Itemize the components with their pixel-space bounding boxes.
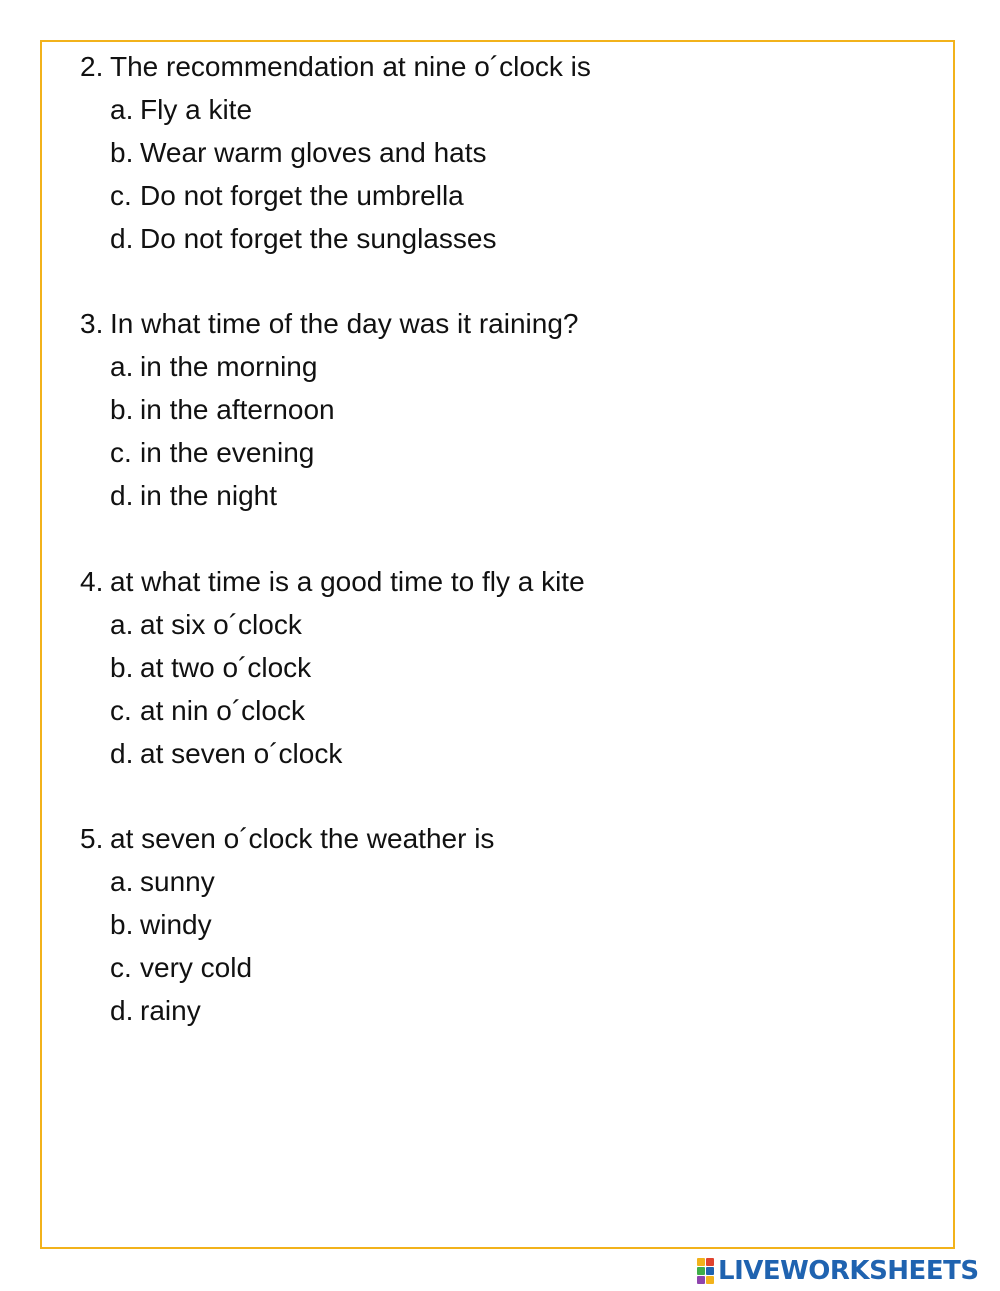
answer-option-d[interactable] [80,989,494,1032]
question-text: The recommendation at nine o´clock is [110,50,591,82]
option-letter: c. [110,951,132,983]
option-text: sunny [140,865,215,897]
liveworksheets-logo [697,1255,979,1287]
option-letter: b. [110,136,134,168]
question-text: at seven o´clock the weather is [110,822,495,854]
question-number: 2. [80,50,104,82]
option-text: in the night [140,479,277,511]
answer-option-a[interactable] [80,88,591,131]
option-letter: a. [110,93,134,125]
option-letter: c. [110,694,132,726]
option-text: Do not forget the sunglasses [140,222,497,254]
logo-block [697,1276,705,1284]
option-text: Fly a kite [140,93,253,125]
answer-option-b[interactable] [80,131,591,174]
answer-option-a[interactable] [80,603,585,646]
question-number: 5. [80,822,104,854]
question-4 [80,560,585,775]
option-text: at six o´clock [140,608,302,640]
answer-option-b[interactable] [80,903,494,946]
question-3 [80,302,578,517]
option-text: at two o´clock [140,651,312,683]
option-letter: b. [110,908,134,940]
question-number: 4. [80,565,104,597]
answer-option-c[interactable] [80,431,578,474]
logo-block [706,1258,714,1266]
option-letter: d. [110,222,134,254]
answer-option-c[interactable] [80,689,585,732]
question-stem [80,302,578,345]
option-letter: b. [110,393,134,425]
option-letter: c. [110,436,132,468]
answer-option-c[interactable] [80,946,494,989]
option-text: rainy [140,994,201,1026]
liveworksheets-logo-icon [697,1258,714,1284]
option-letter: a. [110,865,134,897]
option-letter: a. [110,608,134,640]
logo-text: LIVEWORKSHEETS [718,1256,979,1286]
logo-block [697,1258,705,1266]
option-text: at seven o´clock [140,737,343,769]
option-text: in the afternoon [140,393,335,425]
logo-block [697,1267,705,1275]
answer-option-c[interactable] [80,174,591,217]
option-text: Do not forget the umbrella [140,179,464,211]
option-letter: c. [110,179,132,211]
answer-option-b[interactable] [80,388,578,431]
question-5 [80,817,494,1032]
question-stem [80,45,591,88]
answer-option-a[interactable] [80,345,578,388]
question-text: at what time is a good time to fly a kite [110,565,585,597]
option-text: windy [140,908,212,940]
option-letter: b. [110,651,134,683]
option-letter: d. [110,479,134,511]
answer-option-d[interactable] [80,217,591,260]
answer-option-a[interactable] [80,860,494,903]
question-stem [80,560,585,603]
option-letter: a. [110,350,134,382]
option-text: Wear warm gloves and hats [140,136,487,168]
option-text: very cold [140,951,253,983]
question-number: 3. [80,307,104,339]
option-text: in the evening [140,436,315,468]
question-2 [80,45,591,260]
logo-block [706,1267,714,1275]
logo-block [706,1276,714,1284]
question-stem [80,817,494,860]
answer-option-b[interactable] [80,646,585,689]
option-letter: d. [110,737,134,769]
answer-option-d[interactable] [80,732,585,775]
option-text: at nin o´clock [140,694,305,726]
option-letter: d. [110,994,134,1026]
answer-option-d[interactable] [80,474,578,517]
option-text: in the morning [140,350,318,382]
question-text: In what time of the day was it raining? [110,307,579,339]
